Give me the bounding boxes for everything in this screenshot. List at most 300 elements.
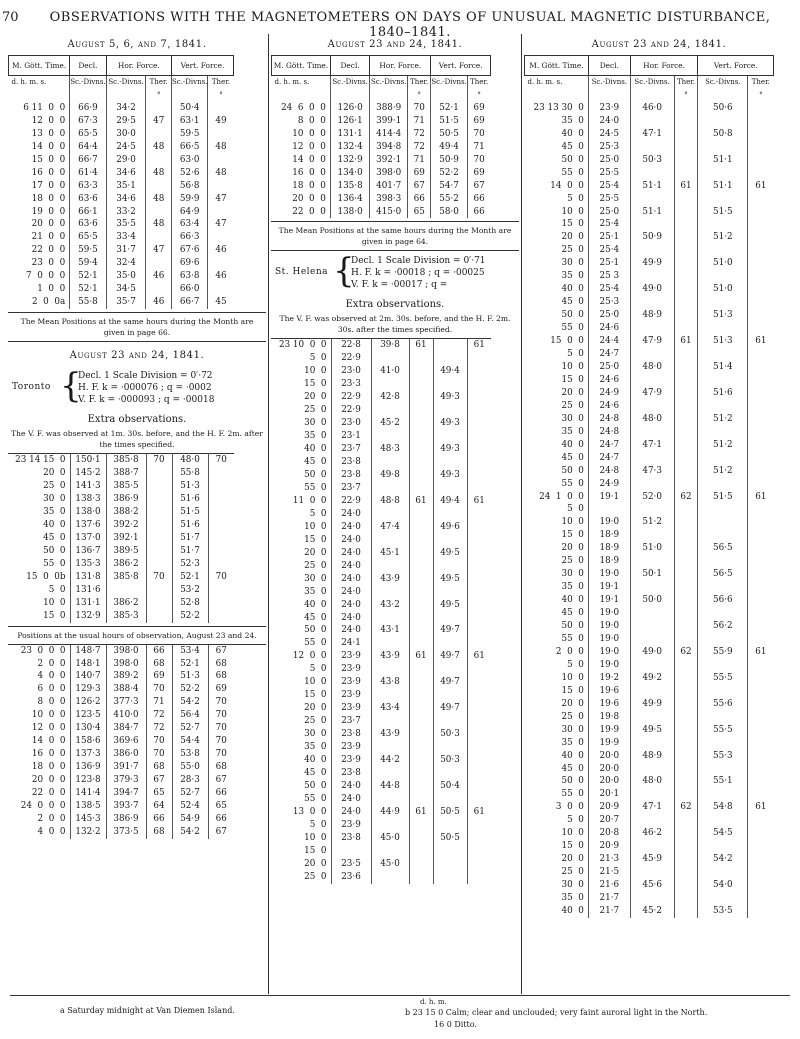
table-row <box>9 154 234 167</box>
value-cell: 49·4 <box>431 141 467 154</box>
value-cell: 56·2 <box>698 620 748 633</box>
time-cell: 10 0 <box>304 521 327 532</box>
time-cell: 5 0 <box>48 584 66 595</box>
value-cell <box>674 309 698 322</box>
value-cell: 44·2 <box>371 754 409 767</box>
value-cell <box>674 672 698 685</box>
unit-label: d. h. m. s. <box>527 78 563 86</box>
value-cell: 68 <box>208 658 234 671</box>
time-cell: 20 0 <box>561 387 584 398</box>
value-cell: 24·0 <box>331 806 371 819</box>
value-cell: 48 <box>146 193 172 206</box>
time-cell: 18 0 0 <box>31 193 66 204</box>
value-cell: 377·3 <box>106 696 146 709</box>
value-cell <box>698 322 748 335</box>
time-cell: 50 0 <box>561 465 584 476</box>
value-cell <box>748 542 774 555</box>
value-cell: 24·0 <box>331 560 371 573</box>
value-cell: 398·0 <box>106 645 146 658</box>
value-cell: 51·5 <box>698 206 748 219</box>
value-cell: 24·4 <box>588 335 630 348</box>
value-cell: 56·8 <box>171 180 207 193</box>
table-row <box>8 722 234 735</box>
value-cell: 51·1 <box>630 206 674 219</box>
brace-glyph: { <box>333 251 355 292</box>
value-cell: 61 <box>674 180 698 193</box>
time-cell: 5 0 <box>309 664 327 675</box>
table-row <box>525 154 774 167</box>
time-cell: 10 0 0 <box>31 710 66 721</box>
value-cell <box>371 482 409 495</box>
degree-symbol: ° <box>748 89 774 102</box>
column-header: Vert. Force. <box>431 56 491 76</box>
table-row <box>525 788 774 801</box>
value-cell <box>467 845 491 858</box>
value-cell: 49·4 <box>433 495 467 508</box>
value-cell <box>674 853 698 866</box>
table-row <box>271 819 491 832</box>
value-cell <box>630 218 674 231</box>
value-cell <box>674 659 698 672</box>
column-header: M. Gött. Time. <box>525 56 589 76</box>
table-row <box>271 495 491 508</box>
value-cell: 24·5 <box>588 128 630 141</box>
time-cell: 45 0 <box>561 297 584 308</box>
value-cell: 51·6 <box>172 519 208 532</box>
value-cell <box>698 218 748 231</box>
table-row <box>525 672 774 685</box>
value-cell: 19·6 <box>588 685 630 698</box>
value-cell: 25·0 <box>588 154 630 167</box>
observation-table <box>8 645 234 839</box>
value-cell: 65·5 <box>70 128 106 141</box>
value-cell <box>433 819 467 832</box>
value-cell: 43·8 <box>371 676 409 689</box>
observation-table <box>8 453 234 622</box>
value-cell: 46·0 <box>630 102 674 115</box>
value-cell: 65 <box>146 787 172 800</box>
value-cell <box>748 154 774 167</box>
extra-observations-title: Extra observations. <box>87 414 187 426</box>
table-row <box>8 683 234 696</box>
value-cell: 137·0 <box>70 532 106 545</box>
time-cell: 20 0 0 <box>292 193 326 204</box>
value-cell: 23·5 <box>331 858 371 871</box>
value-cell <box>467 663 491 676</box>
value-cell: 66·3 <box>171 231 207 244</box>
value-cell: 55·5 <box>698 724 748 737</box>
value-cell: 24·0 <box>588 115 630 128</box>
value-cell: 35·0 <box>106 270 146 283</box>
time-cell: 20 0 <box>561 232 584 243</box>
time-cell: 19 0 0 <box>31 206 66 217</box>
value-cell: 68 <box>146 658 172 671</box>
table-row <box>9 206 234 219</box>
value-cell <box>467 819 491 832</box>
time-cell: 2 0 0 <box>37 658 66 669</box>
time-cell: 4 0 0 <box>37 671 66 682</box>
value-cell <box>698 141 748 154</box>
value-cell: 148·1 <box>70 658 106 671</box>
table-row <box>8 826 234 839</box>
value-cell <box>630 607 674 620</box>
value-cell: 51·1 <box>630 180 674 193</box>
table-row <box>271 482 491 495</box>
value-cell <box>146 493 172 506</box>
footer-rule <box>10 995 790 996</box>
value-cell: 23·9 <box>331 689 371 702</box>
value-cell: 23·7 <box>331 443 371 456</box>
time-cell: 35 0 <box>561 271 584 282</box>
time-cell: 20 0 <box>304 858 327 869</box>
value-cell: 66·0 <box>171 283 207 296</box>
value-cell <box>674 866 698 879</box>
time-cell: 10 0 <box>561 828 584 839</box>
value-cell: 45 <box>208 296 234 309</box>
value-cell: 394·7 <box>106 787 146 800</box>
table-row <box>525 529 774 542</box>
time-cell: 15 0 <box>561 374 584 385</box>
value-cell <box>146 532 172 545</box>
value-cell <box>467 547 491 560</box>
value-cell: 51·3 <box>172 480 208 493</box>
time-cell: 13 0 0 <box>31 128 66 139</box>
value-cell <box>371 819 409 832</box>
value-cell: 34·5 <box>106 283 146 296</box>
value-cell: 386·2 <box>106 558 146 571</box>
table-row <box>525 244 774 257</box>
value-cell: 24·0 <box>331 624 371 637</box>
value-cell <box>433 482 467 495</box>
table-row <box>271 352 491 365</box>
time-cell: 4 0 0 <box>37 826 66 837</box>
table-row <box>525 620 774 633</box>
value-cell <box>467 391 491 404</box>
time-cell: 45 0 <box>304 457 327 468</box>
value-cell: 25·4 <box>588 283 630 296</box>
value-cell: 24·6 <box>588 400 630 413</box>
time-cell: 2 0 0 <box>37 813 66 824</box>
value-cell: 48 <box>146 167 172 180</box>
value-cell: 18·9 <box>588 555 630 568</box>
value-cell: 35·7 <box>106 296 146 309</box>
table-row <box>8 493 234 506</box>
value-cell <box>371 793 409 806</box>
value-cell <box>674 231 698 244</box>
value-cell <box>467 378 491 391</box>
scale-constants <box>8 366 266 408</box>
time-cell: 40 0 <box>304 444 327 455</box>
value-cell <box>748 387 774 400</box>
value-cell: 48 <box>208 141 234 154</box>
value-cell: 66 <box>146 645 172 658</box>
value-cell: 373·5 <box>106 826 146 839</box>
value-cell <box>630 452 674 465</box>
table-row <box>9 296 234 309</box>
table-row <box>525 775 774 788</box>
value-cell <box>674 387 698 400</box>
value-cell: 33·4 <box>106 231 146 244</box>
value-cell <box>674 244 698 257</box>
value-cell <box>409 819 433 832</box>
value-cell: 25·0 <box>588 361 630 374</box>
value-cell <box>748 374 774 387</box>
value-cell <box>409 573 433 586</box>
value-cell <box>146 128 172 141</box>
value-cell <box>698 633 748 646</box>
table-row <box>271 560 491 573</box>
column-header: M. Gött. Time. <box>9 56 70 76</box>
value-cell: 130·4 <box>70 722 106 735</box>
value-cell <box>146 584 172 597</box>
value-cell <box>371 430 409 443</box>
value-cell: 63·3 <box>70 180 106 193</box>
value-cell: 392·2 <box>106 519 146 532</box>
value-cell <box>409 365 433 378</box>
value-cell: 52·0 <box>630 491 674 504</box>
value-cell <box>467 702 491 715</box>
value-cell: 25·3 <box>588 141 630 154</box>
observation-table <box>524 55 774 918</box>
value-cell <box>467 832 491 845</box>
time-cell: 25 0 <box>561 711 584 722</box>
value-cell <box>371 352 409 365</box>
value-cell: 52·2 <box>172 610 208 623</box>
footnote-b2: 16 0 Ditto. <box>434 1020 477 1029</box>
page-title: OBSERVATIONS WITH THE MAGNETOMETERS ON DAYS OF UNUSUAL MAGNETIC DISTURBANCE, 1840–1841. <box>49 10 771 40</box>
table-row <box>525 581 774 594</box>
table-row <box>271 573 491 586</box>
value-cell: 68 <box>146 826 172 839</box>
time-cell: 25 0 <box>304 560 327 571</box>
value-cell: 50·3 <box>630 154 674 167</box>
value-cell: 68 <box>208 761 234 774</box>
value-cell <box>467 443 491 456</box>
value-cell <box>208 467 234 480</box>
value-cell <box>409 754 433 767</box>
value-cell: 50·8 <box>698 128 748 141</box>
value-cell <box>409 586 433 599</box>
time-cell: 45 0 <box>561 763 584 774</box>
time-cell: 40 0 <box>304 599 327 610</box>
value-cell <box>467 482 491 495</box>
value-cell: 66 <box>467 206 490 219</box>
value-cell <box>674 348 698 361</box>
column-header: Vert. Force. <box>698 56 774 76</box>
value-cell: 39·8 <box>371 339 409 352</box>
value-cell: 43·9 <box>371 650 409 663</box>
time-cell: 15 0 <box>304 379 327 390</box>
value-cell: 58·0 <box>431 206 467 219</box>
value-cell: 48·8 <box>371 495 409 508</box>
footnote-b1: b 23 15 0 Calm; clear and unclouded; very faint auroral light in the North. <box>405 1008 708 1017</box>
table-row <box>525 141 774 154</box>
column-toronto <box>8 34 266 839</box>
time-cell: 35 0 <box>304 431 327 442</box>
value-cell <box>674 102 698 115</box>
value-cell: 66·9 <box>70 102 106 115</box>
value-cell: 48·0 <box>630 413 674 426</box>
value-cell: 389·2 <box>106 670 146 683</box>
value-cell <box>371 663 409 676</box>
value-cell: 70 <box>146 683 172 696</box>
time-cell: 35 0 <box>561 737 584 748</box>
table-row <box>9 193 234 206</box>
value-cell <box>371 689 409 702</box>
value-cell: 45·0 <box>371 832 409 845</box>
value-cell <box>371 560 409 573</box>
value-cell: 24·0 <box>331 599 371 612</box>
time-cell: 10 0 0 <box>292 128 326 139</box>
time-cell: 25 0 <box>561 245 584 256</box>
value-cell: 386·0 <box>106 748 146 761</box>
value-cell: 72 <box>146 722 172 735</box>
value-cell: 410·0 <box>106 709 146 722</box>
time-cell: 15 0 <box>304 690 327 701</box>
value-cell <box>748 853 774 866</box>
value-cell: 61 <box>467 806 491 819</box>
time-cell: 10 0 <box>304 832 327 843</box>
value-cell <box>467 417 491 430</box>
value-cell: 20·7 <box>588 814 630 827</box>
time-cell: 30 0 <box>561 724 584 735</box>
value-cell: 59·9 <box>171 193 207 206</box>
value-cell: 44·9 <box>371 806 409 819</box>
section-title: August 5, 6, and 7, 1841. <box>67 39 207 50</box>
value-cell <box>748 594 774 607</box>
time-cell: 50 0 <box>561 776 584 787</box>
time-cell: 40 0 <box>561 750 584 761</box>
unit-label: Sc.-Divns. <box>431 76 467 89</box>
value-cell <box>467 754 491 767</box>
value-cell: 136·7 <box>70 545 106 558</box>
value-cell: 63·0 <box>171 154 207 167</box>
value-cell <box>409 767 433 780</box>
value-cell <box>748 879 774 892</box>
value-cell: 19·9 <box>588 737 630 750</box>
value-cell <box>630 503 674 516</box>
value-cell <box>467 637 491 650</box>
value-cell: 23·1 <box>331 430 371 443</box>
value-cell: 19·0 <box>588 568 630 581</box>
time-cell: 25 0 <box>304 871 327 882</box>
value-cell: 67·3 <box>70 115 106 128</box>
value-cell: 23·8 <box>331 456 371 469</box>
value-cell: 62 <box>674 801 698 814</box>
value-cell: 25·1 <box>588 231 630 244</box>
extra-observations-note: The V. F. was observed at 2m. 30s. before, and the H. F. 2m. 30s. after the times specified. <box>279 314 511 335</box>
value-cell: 23·8 <box>331 832 371 845</box>
table-row <box>272 206 491 219</box>
value-cell <box>630 115 674 128</box>
observation-table <box>271 338 491 883</box>
value-cell <box>409 793 433 806</box>
value-cell: 47·4 <box>371 521 409 534</box>
time-cell: 55 0 <box>561 789 584 800</box>
value-cell <box>748 426 774 439</box>
unit-label: Ther. <box>208 76 234 89</box>
value-cell <box>698 659 748 672</box>
value-cell: 379·3 <box>106 774 146 787</box>
table-row <box>525 503 774 516</box>
value-cell <box>371 378 409 391</box>
value-cell <box>146 180 172 193</box>
value-cell: 51·0 <box>698 283 748 296</box>
value-cell: 22·9 <box>331 352 371 365</box>
value-cell: 70 <box>408 102 431 115</box>
value-cell <box>467 521 491 534</box>
value-cell: 25 3 <box>588 270 630 283</box>
value-cell <box>674 400 698 413</box>
table-row <box>525 413 774 426</box>
value-cell <box>674 218 698 231</box>
value-cell <box>674 620 698 633</box>
table-row <box>525 516 774 529</box>
value-cell: 63·1 <box>171 115 207 128</box>
value-cell <box>371 845 409 858</box>
value-cell <box>146 102 172 115</box>
value-cell <box>630 620 674 633</box>
value-cell: 43·9 <box>371 573 409 586</box>
value-cell: 56·4 <box>172 709 208 722</box>
value-cell <box>748 698 774 711</box>
time-cell: 15 0 0b <box>26 571 66 582</box>
value-cell: 47 <box>208 193 234 206</box>
value-cell: 24·0 <box>331 573 371 586</box>
time-cell: 30 0 <box>304 418 327 429</box>
value-cell: 45·0 <box>371 858 409 871</box>
value-cell: 52·4 <box>172 800 208 813</box>
value-cell <box>630 270 674 283</box>
table-row <box>272 167 491 180</box>
value-cell: 68 <box>146 761 172 774</box>
time-cell: 30 0 <box>561 413 584 424</box>
table-row <box>525 879 774 892</box>
value-cell: 386·9 <box>106 813 146 826</box>
time-cell: 35 0 <box>304 742 327 753</box>
degree-symbol: ° <box>408 89 431 102</box>
table-row <box>525 387 774 400</box>
value-cell <box>748 361 774 374</box>
time-cell: 23 0 0 <box>31 258 66 269</box>
value-cell: 24·6 <box>588 322 630 335</box>
value-cell: 131·6 <box>70 584 106 597</box>
value-cell <box>409 391 433 404</box>
value-cell: 414·4 <box>370 128 408 141</box>
time-cell: 15 0 <box>304 534 327 545</box>
table-row <box>271 780 491 793</box>
value-cell: 25·5 <box>588 193 630 206</box>
time-cell: 50 0 <box>561 154 584 165</box>
value-cell: 51·1 <box>698 154 748 167</box>
value-cell: 391·7 <box>106 761 146 774</box>
page-header <box>0 0 800 40</box>
value-cell <box>674 827 698 840</box>
value-cell <box>674 581 698 594</box>
table-row <box>525 374 774 387</box>
table-row <box>525 827 774 840</box>
value-cell: 61 <box>467 650 491 663</box>
value-cell: 51·2 <box>698 413 748 426</box>
value-cell: 134·0 <box>330 167 369 180</box>
table-row <box>271 391 491 404</box>
unit-label: Ther. <box>674 76 698 89</box>
table-row <box>271 637 491 650</box>
value-cell: 49·5 <box>433 599 467 612</box>
value-cell <box>698 866 748 879</box>
value-cell <box>674 141 698 154</box>
constant-line: H. F. k = ·00018 ; q = ·00025 <box>351 268 485 279</box>
